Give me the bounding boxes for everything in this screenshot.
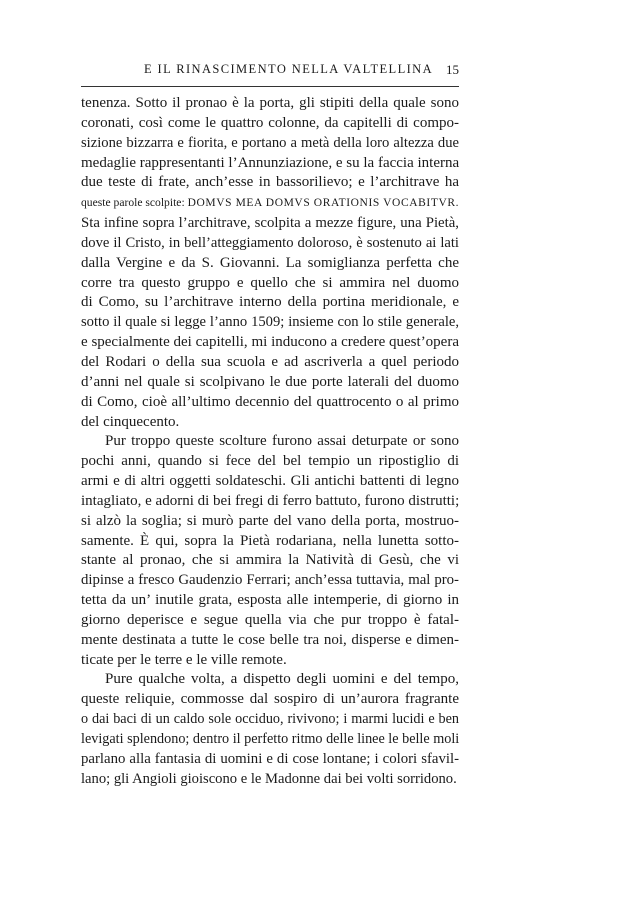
text-line: due teste di frate, anch’esse in bassorilievo; e l’architrave ha bbox=[81, 174, 459, 191]
text-line: Pur troppo queste scolture furono assai deturpate or sono bbox=[105, 433, 459, 450]
text-line: di Como, su l’architrave interno della portina meridionale, e bbox=[81, 294, 459, 311]
paragraph-2 bbox=[81, 432, 459, 670]
text-line: sotto il quale si legge l’anno 1509; insieme con lo stile generale, bbox=[81, 314, 459, 331]
text-line: stante al pronao, che si ammira la Natività di Gesù, che vi bbox=[81, 552, 459, 569]
text-line: tetta da un’ inutile grata, esposta alle intemperie, di giorno in bbox=[81, 592, 459, 609]
text-line: si alzò la soglia; si murò parte del vano della porta, mostruo- bbox=[81, 512, 459, 529]
paragraph-3 bbox=[81, 670, 459, 789]
text-line: pochi anni, quando si fece del bel tempio un ripostiglio di bbox=[81, 453, 459, 470]
text-line: mente destinata a tutte le cose belle tra noi, disperse e dimen- bbox=[81, 631, 459, 648]
text-line: corre tra questo gruppo e quello che si ammira nel duomo bbox=[81, 274, 459, 291]
running-header-title: E IL RINASCIMENTO NELLA VALTELLINA bbox=[144, 62, 434, 76]
page-number: 15 bbox=[446, 62, 459, 77]
body-text bbox=[81, 94, 459, 790]
text-line: d’anni nel quale si scolpivano le due porte laterali del duomo bbox=[81, 373, 459, 390]
text-line: levigati splendono; dentro il perfetto ritmo delle linee le belle moli bbox=[81, 731, 460, 747]
text-line: dove il Cristo, in bell’atteggiamento doloroso, è sostenuto ai lati bbox=[81, 234, 459, 251]
text-line: sizione bizzarra e fiorita, e portano a metà della loro altezza due bbox=[81, 134, 459, 151]
text-line: queste reliquie, commosse dal sospiro di un’aurora fragrante bbox=[81, 691, 459, 708]
text-line: lano; gli Angioli gioiscono e le Madonne dai bei volti sorridono. bbox=[81, 770, 457, 787]
paragraph-1 bbox=[81, 94, 459, 432]
text-line: armi e di altri oggetti soldateschi. Gli antichi battenti di legno bbox=[81, 473, 459, 490]
text-line: samente. È qui, sopra la Pietà rodariana, nella lunetta sotto- bbox=[81, 532, 459, 549]
text-line: parlano alla fantasia di uomini e di cose lontane; i colori sfavil- bbox=[81, 750, 459, 767]
text-line: e specialmente dei capitelli, mi inducono a credere quest’opera bbox=[81, 334, 459, 351]
text-line: dipinse a fresco Gaudenzio Ferrari; anch’essa tuttavia, mal pro- bbox=[81, 572, 459, 589]
text-line: dalla Vergine e da S. Giovanni. La somiglianza perfetta che bbox=[81, 254, 459, 271]
text-line-with-inscription bbox=[81, 193, 459, 214]
text-line: coronati, così come le quattro colonne, da capitelli di compo- bbox=[81, 114, 459, 131]
text-line: o dai baci di un caldo sole occiduo, rivivono; i marmi lucidi e ben bbox=[81, 711, 459, 728]
text-line: giorno deperisce e segue quella via che pur troppo è fatal- bbox=[81, 611, 459, 628]
running-header bbox=[81, 62, 459, 84]
header-rule bbox=[81, 86, 459, 87]
text-line: medaglie rappresentanti l’Annunziazione, e su la faccia interna bbox=[81, 154, 460, 171]
text-line: del Rodari o della sua scuola e ad ascriverla a quel periodo bbox=[81, 353, 459, 370]
text-line: Sta infine sopra l’architrave, scolpita a mezze figure, una Pietà, bbox=[81, 215, 459, 232]
text-line: del cinquecento. bbox=[81, 413, 180, 430]
text-line: di Como, cioè all’ultimo decennio del quattrocento o al primo bbox=[81, 393, 459, 410]
inscription: DOMVS MEA DOMVS ORATIONIS VOCABITVR. bbox=[187, 197, 460, 210]
text-line: tenenza. Sotto il pronao è la porta, gli stipiti della quale sono bbox=[81, 95, 459, 111]
text-line: intagliato, e adorni di bei fregi di ferro battuto, furono distrutti; bbox=[81, 492, 460, 509]
text-line: ticate per le terre e le ville remote. bbox=[81, 651, 287, 668]
text-line: Pure qualche volta, a dispetto degli uomini e del tempo, bbox=[105, 671, 459, 688]
text-fragment: queste parole scolpite: bbox=[81, 196, 185, 210]
